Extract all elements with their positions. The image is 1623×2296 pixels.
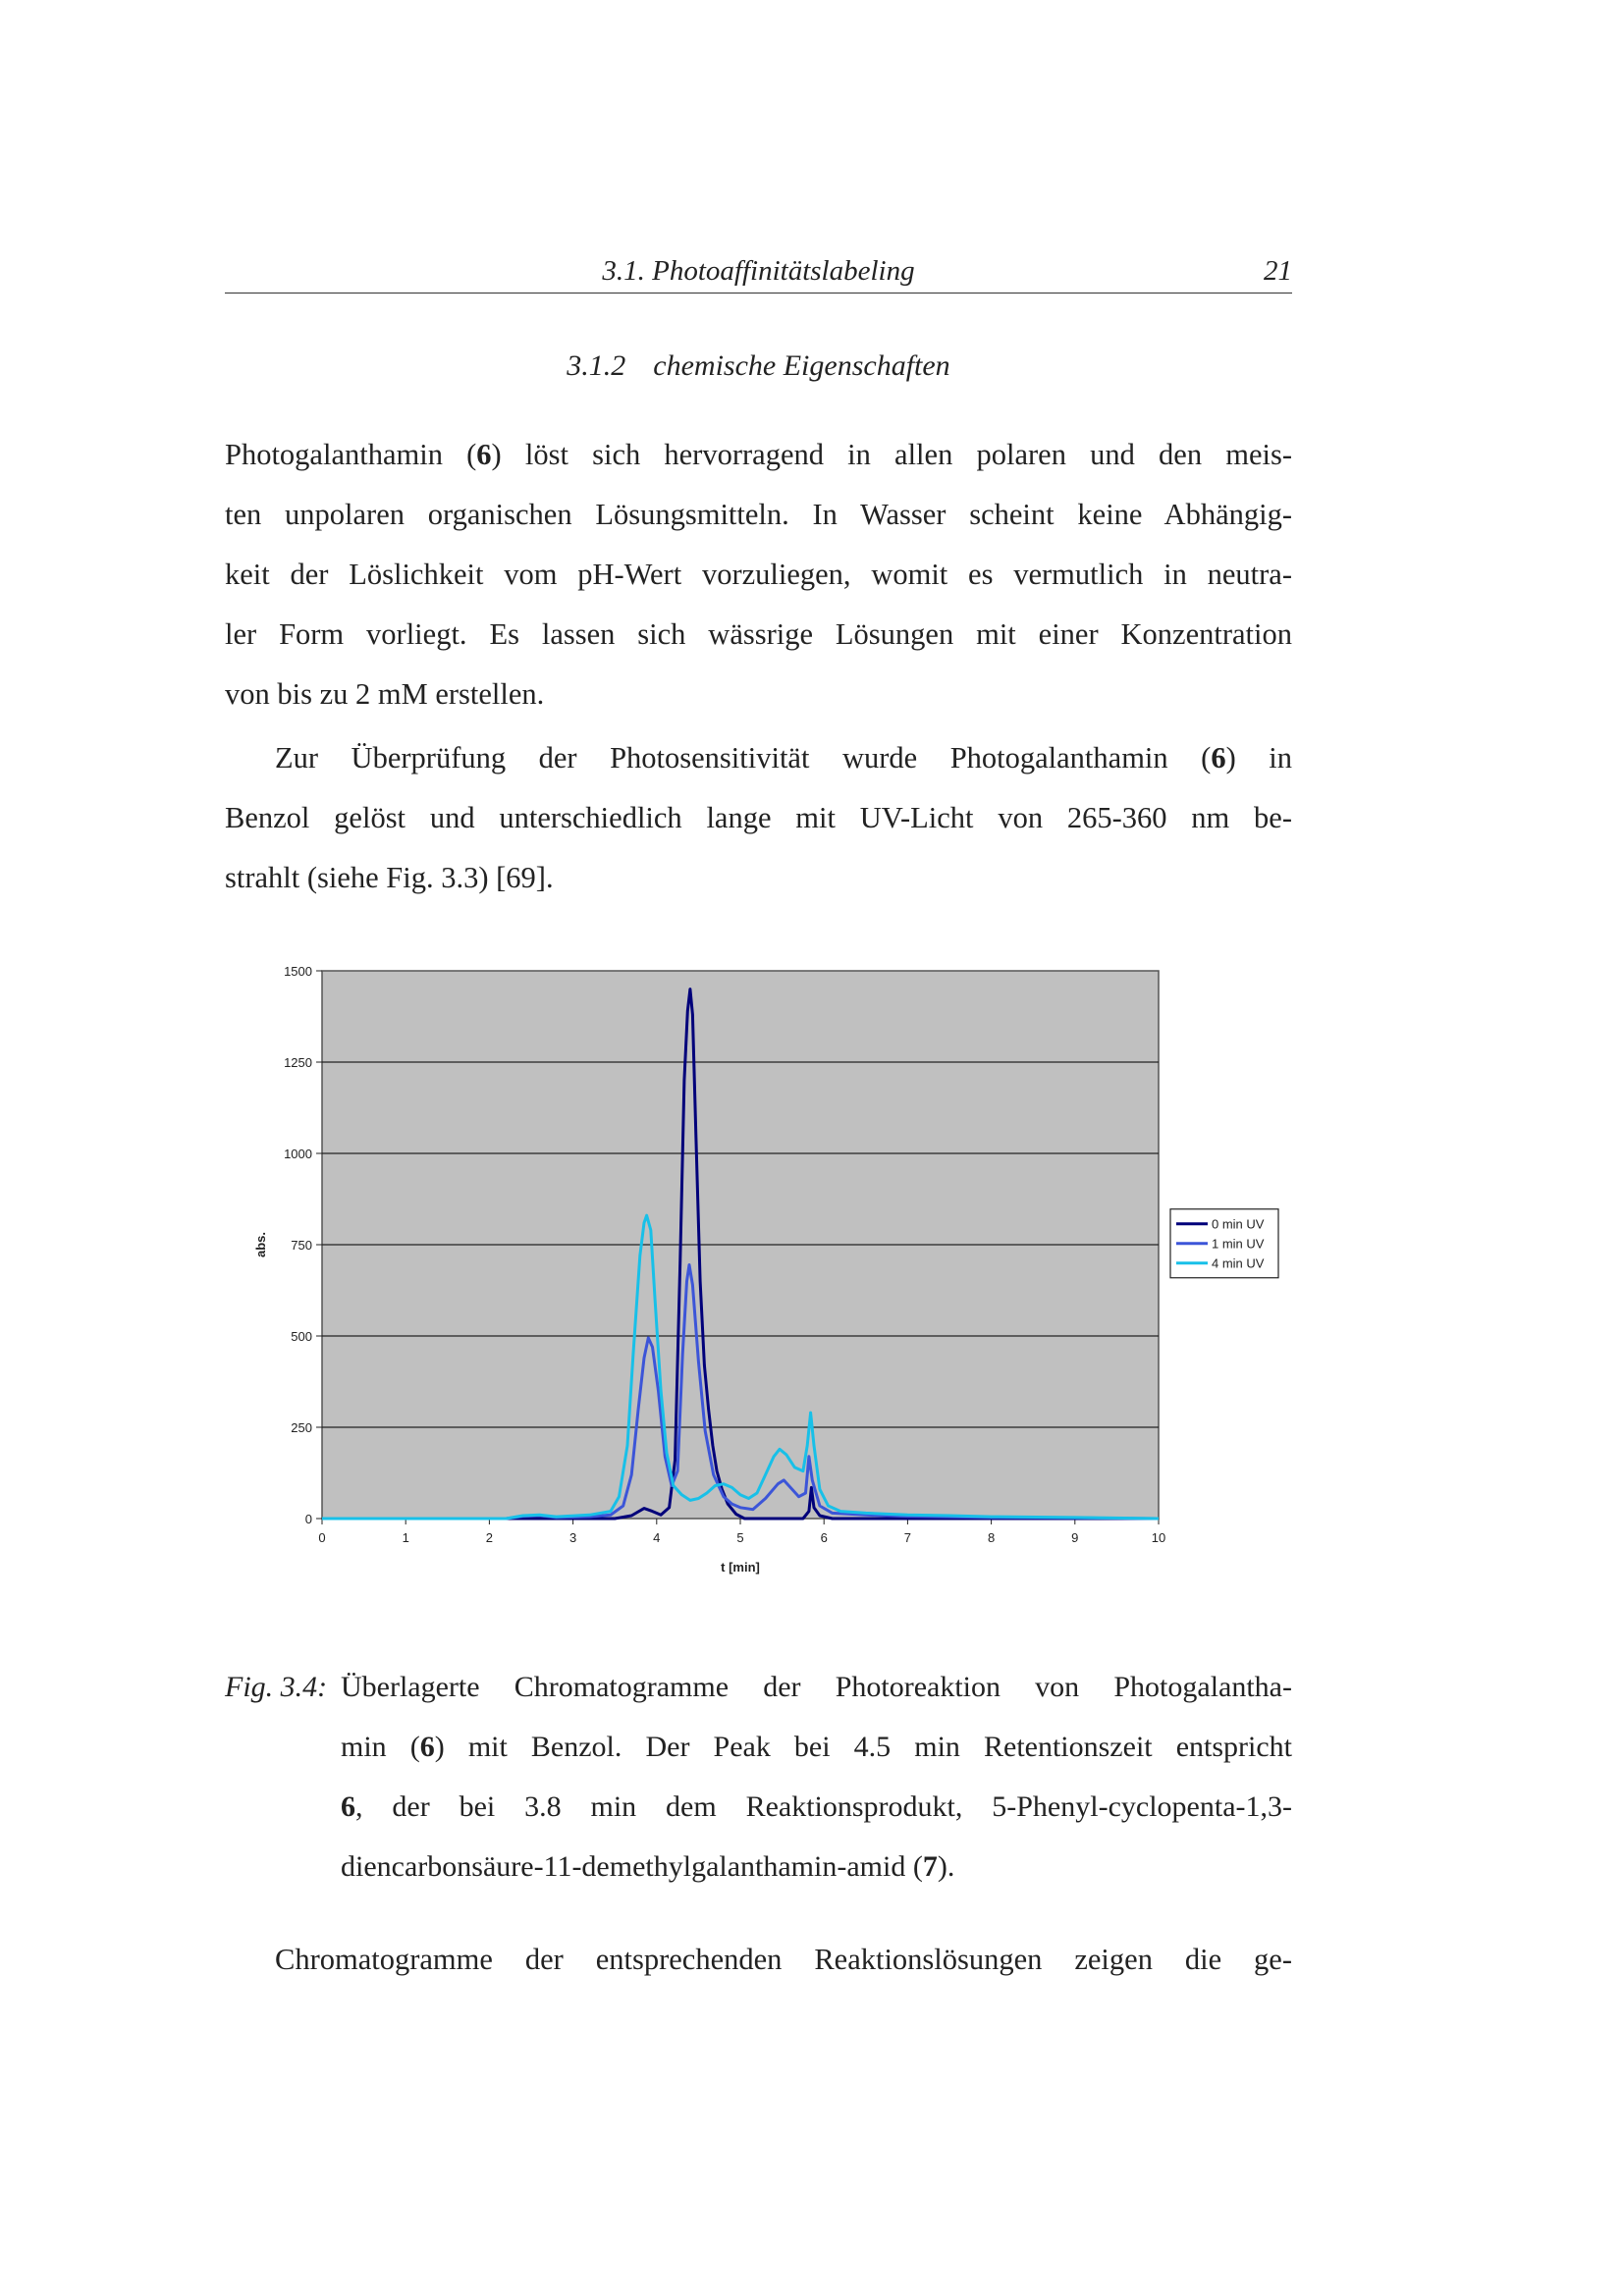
text-line: Zur Überprüfung der Photosensitivität wurde Photogalanthamin (6) in [275, 741, 1292, 774]
text-line: Benzol gelöst und unterschiedlich lange mit UV-Licht von 265-360 nm be- [225, 801, 1292, 834]
text-line: von bis zu 2 mM erstellen. [225, 677, 545, 711]
caption-body [341, 1659, 1292, 1898]
caption-line: Überlagerte Chromatogramme der Photoreaktion von Photogalantha- [341, 1671, 1292, 1703]
x-tick-label: 2 [485, 1530, 494, 1545]
caption-line: 6, der bei 3.8 min dem Reaktionsprodukt, 5-Phenyl-cyclopenta-1,3- [341, 1790, 1292, 1823]
running-title: 3.1. Photoaffinitätslabeling [602, 255, 915, 287]
x-tick-label: 9 [1071, 1530, 1079, 1545]
x-axis-label: t [min] [721, 1560, 760, 1575]
text-line: strahlt (siehe Fig. 3.3) [69]. [225, 861, 554, 894]
figure-label: Fig. 3.4: [225, 1671, 328, 1703]
y-tick-label: 1500 [284, 964, 312, 979]
caption-line: min (6) mit Benzol. Der Peak bei 4.5 min Retentionszeit entspricht [341, 1731, 1292, 1763]
paragraph-continuation [225, 1930, 1292, 1990]
y-axis-label: abs. [253, 1231, 268, 1258]
y-tick-label: 1250 [284, 1055, 312, 1070]
text-line: keit der Löslichkeit vom pH-Wert vorzuliegen, womit es vermutlich in neutra- [225, 558, 1292, 591]
x-tick-label: 10 [1151, 1530, 1166, 1545]
paragraph-photosensitivity [225, 728, 1292, 908]
x-tick-label: 7 [903, 1530, 912, 1545]
x-tick-label: 6 [820, 1530, 828, 1545]
y-tick-label: 1000 [284, 1147, 312, 1161]
chromatogram-chart [245, 957, 1296, 1585]
y-tick-label: 500 [291, 1329, 312, 1344]
y-tick-label: 0 [304, 1512, 312, 1526]
x-tick-label: 3 [568, 1530, 577, 1545]
y-tick-label: 250 [291, 1420, 312, 1435]
section-heading [225, 349, 1292, 383]
x-tick-label: 8 [987, 1530, 996, 1545]
legend-entry: 4 min UV [1212, 1255, 1265, 1271]
x-tick-label: 0 [318, 1530, 326, 1545]
legend-entry: 1 min UV [1212, 1236, 1265, 1252]
text-line: ten unpolaren organischen Lösungsmitteln. In Wasser scheint keine Abhängig- [225, 498, 1292, 531]
legend-entry: 0 min UV [1212, 1216, 1265, 1232]
text-line: Chromatogramme der entsprechenden Reaktionslösungen zeigen die ge- [275, 1943, 1292, 1976]
section-number: 3.1.2 [567, 349, 626, 382]
text-line: Photogalanthamin (6) löst sich hervorragend in allen polaren und den meis- [225, 438, 1293, 471]
x-tick-label: 4 [653, 1530, 661, 1545]
text-line: ler Form vorliegt. Es lassen sich wässrige Lösungen mit einer Konzentration [225, 617, 1292, 651]
paragraph-solubility [225, 425, 1292, 724]
x-tick-label: 5 [736, 1530, 744, 1545]
x-tick-label: 1 [402, 1530, 409, 1545]
running-header [225, 253, 1292, 294]
y-tick-label: 750 [291, 1238, 312, 1253]
page-number: 21 [1264, 255, 1292, 287]
section-title: chemische Eigenschaften [653, 349, 950, 382]
caption-line: diencarbonsäure-11-demethylgalanthamin-amid (7). [341, 1850, 955, 1883]
